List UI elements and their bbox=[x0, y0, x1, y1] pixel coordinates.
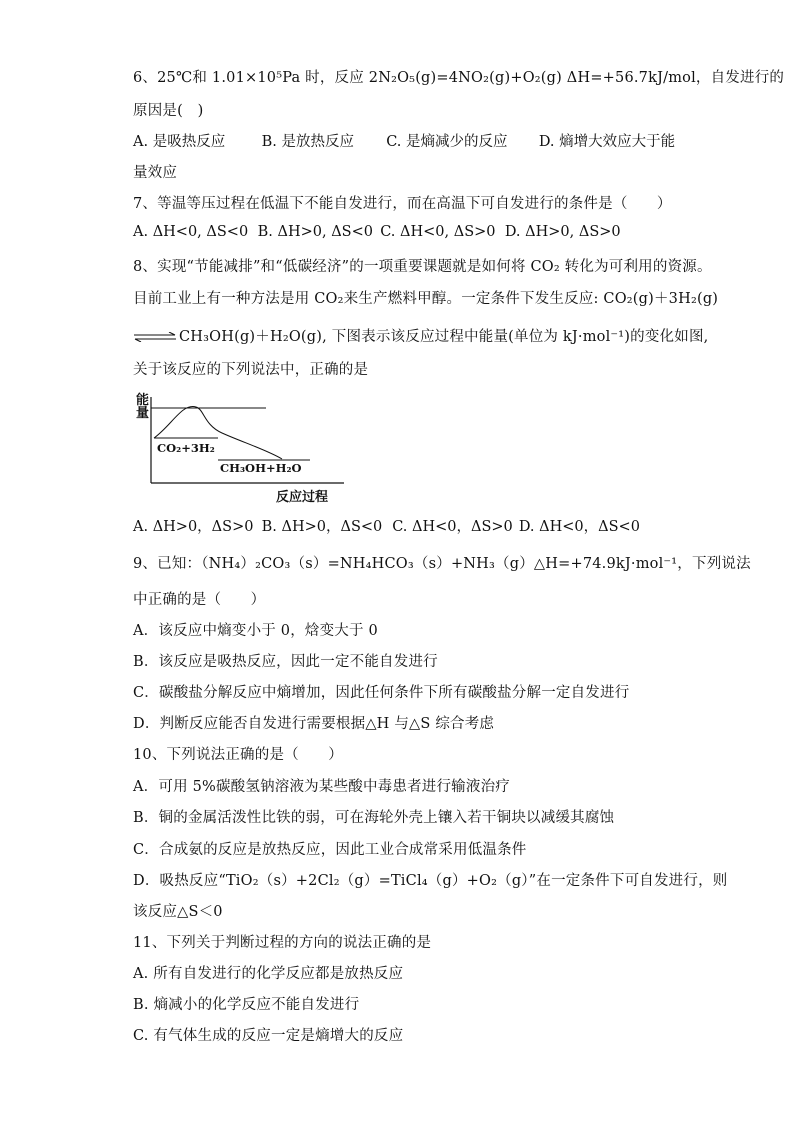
x-axis-label: 反应过程 bbox=[276, 490, 329, 505]
q9-option-d[interactable]: D．判断反应能否自发进行需要根据△H 与△S 综合考虑 bbox=[133, 716, 495, 732]
q6-option-c[interactable]: C. 是熵减少的反应 bbox=[386, 134, 508, 150]
q8-stem-line3 bbox=[133, 325, 708, 346]
q6-options bbox=[133, 130, 675, 151]
y-axis-label-2: 量 bbox=[136, 406, 150, 421]
q8-stem-line2: 目前工业上有一种方法是用 CO₂来生产燃料甲醇。一定条件下发生反应: CO₂(g)＋3H₂(g) bbox=[133, 291, 719, 307]
q7-option-a[interactable]: A. ΔH<0, ΔS<0 bbox=[133, 224, 249, 240]
q7-options bbox=[133, 224, 621, 240]
q10-option-d-continued: 该反应△S＜0 bbox=[133, 904, 223, 920]
reactant-label: CO₂+3H₂ bbox=[157, 441, 215, 455]
q6-option-a[interactable]: A. 是吸热反应 bbox=[133, 134, 226, 150]
q8-option-a[interactable]: A. ΔH>0，ΔS>0 bbox=[133, 519, 254, 535]
q10-stem: 10、下列说法正确的是（ ） bbox=[133, 747, 343, 763]
q9-stem-line1: 9、已知：（NH₄）₂CO₃（s）=NH₄HCO₃（s）+NH₃（g）△H=+74.9kJ·mol⁻¹，下列说法 bbox=[133, 556, 751, 572]
q11-stem: 11、下列关于判断过程的方向的说法正确的是 bbox=[133, 935, 432, 951]
q6-option-b[interactable]: B. 是放热反应 bbox=[261, 134, 354, 150]
q9-stem-line2: 中正确的是（ ） bbox=[133, 592, 266, 608]
energy-diagram bbox=[132, 385, 352, 505]
q10-option-d[interactable]: D．吸热反应“TiO₂（s）+2Cl₂（g）=TiCl₄（g）+O₂（g）”在一定条件下可自发进行，则 bbox=[133, 873, 728, 889]
q7-stem: 7、等温等压过程在低温下不能自发进行，而在高温下可自发进行的条件是（ ） bbox=[133, 196, 672, 212]
reversible-arrow-icon bbox=[133, 332, 177, 342]
product-label: CH₃OH+H₂O bbox=[220, 461, 302, 475]
q6-stem-line1: 6、25℃和 1.01×10⁵Pa 时，反应 2N₂O₅(g)=4NO₂(g)+O₂(g) ΔH=+56.7kJ/mol，自发进行的 bbox=[133, 70, 785, 86]
q8-options bbox=[133, 515, 640, 536]
q8-stem-line4: 关于该反应的下列说法中，正确的是 bbox=[133, 362, 369, 378]
q8-option-b[interactable]: B. ΔH>0，ΔS<0 bbox=[261, 519, 383, 535]
q10-option-c[interactable]: C．合成氨的反应是放热反应，因此工业合成常采用低温条件 bbox=[133, 842, 527, 858]
q9-option-b[interactable]: B．该反应是吸热反应，因此一定不能自发进行 bbox=[133, 654, 438, 670]
q7-option-d[interactable]: D. ΔH>0, ΔS>0 bbox=[504, 224, 621, 240]
q8-option-c[interactable]: C. ΔH<0，ΔS>0 bbox=[392, 519, 513, 535]
q8-stem-line3-text: CH₃OH(g)＋H₂O(g), 下图表示该反应过程中能量(单位为 kJ·mol⁻¹)的变化如图, bbox=[179, 329, 709, 345]
q7-option-c[interactable]: C. ΔH<0, ΔS>0 bbox=[380, 224, 496, 240]
q9-option-c[interactable]: C．碳酸盐分解反应中熵增加，因此任何条件下所有碳酸盐分解一定自发进行 bbox=[133, 685, 630, 701]
q11-option-a[interactable]: A. 所有自发进行的化学反应都是放热反应 bbox=[133, 966, 404, 982]
q6-stem-line2: 原因是( ) bbox=[133, 103, 204, 119]
q6-option-d-continued: 量效应 bbox=[133, 165, 178, 181]
q6-option-d[interactable]: D. 熵增大效应大于能 bbox=[538, 134, 676, 150]
q11-option-b[interactable]: B. 熵减小的化学反应不能自发进行 bbox=[133, 997, 360, 1013]
q11-option-c[interactable]: C. 有气体生成的反应一定是熵增大的反应 bbox=[133, 1028, 404, 1044]
q8-stem-line1: 8、实现“节能减排”和“低碳经济”的一项重要课题就是如何将 CO₂ 转化为可利用的资源。 bbox=[133, 259, 712, 275]
q9-option-a[interactable]: A．该反应中熵变小于 0，焓变大于 0 bbox=[133, 623, 378, 639]
q10-option-b[interactable]: B．铜的金属活泼性比铁的弱，可在海轮外壳上镶入若干铜块以减缓其腐蚀 bbox=[133, 810, 615, 826]
y-axis-label-1: 能 bbox=[136, 393, 150, 408]
q8-option-d[interactable]: D. ΔH<0，ΔS<0 bbox=[518, 519, 640, 535]
q10-option-a[interactable]: A．可用 5%碳酸氢钠溶液为某些酸中毒患者进行输液治疗 bbox=[133, 779, 510, 795]
q7-option-b[interactable]: B. ΔH>0, ΔS<0 bbox=[257, 224, 373, 240]
